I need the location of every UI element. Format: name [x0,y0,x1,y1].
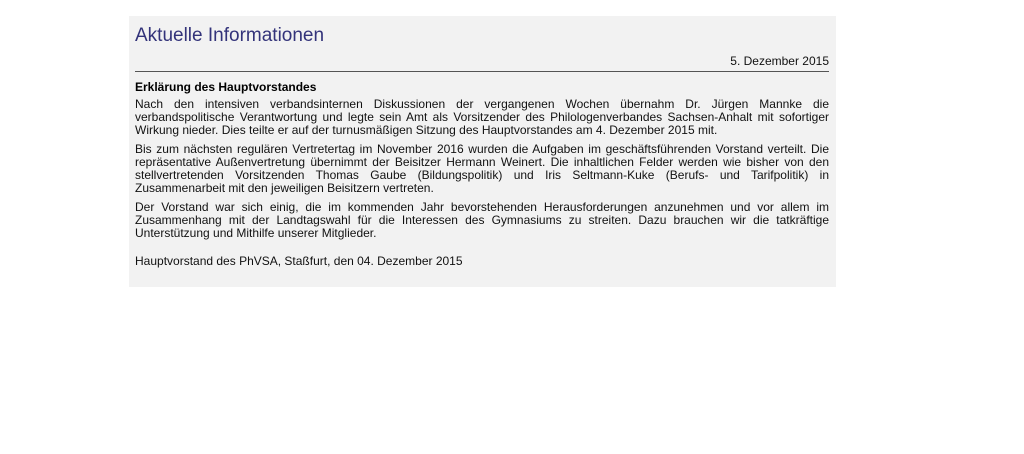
news-panel [129,16,836,287]
article-paragraph-2: Bis zum nächsten regulären Vertretertag im November 2016 wurden die Aufgaben im geschäftsführenden Vorstand verteilt. Die repräsentative Außenvertretung übernimmt der Beisitzer Hermann Weinert. Die inhaltlichen Felder werden wie bisher von den stellvertretenden Vorsitzenden Thomas Gaube (Bildungspolitik) und Iris Seltmann-Kuke (Berufs- und Tarifpolitik) in Zusammenarbeit mit den jeweiligen Beisitzern vertreten. [135,142,829,195]
article-paragraph-3: Der Vorstand war sich einig, die im kommenden Jahr bevorstehenden Herausforderungen anzunehmen und vor allem im Zusammenhang mit der Landtagswahl für die Interessen des Gymnasiums zu streiten. Dazu brauchen wir die tatkräftige Unterstützung und Mithilfe unserer Mitglieder. [135,200,829,240]
article-paragraph-1: Nach den intensiven verbandsinternen Diskussionen der vergangenen Wochen übernahm Dr. Jürgen Mannke die verbandspolitische Verantwortung und legte sein Amt als Vorsitzender des Philologenverbandes Sachsen-Anhalt mit sofortiger Wirkung nieder. Dies teilte er auf der turnusmäßigen Sitzung des Hauptvorstandes am 4. Dezember 2015 mit. [135,97,829,137]
panel-title: Aktuelle Informationen [135,25,325,46]
article-heading: Erklärung des Hauptvorstandes [135,80,317,94]
publication-date: 5. Dezember 2015 [135,54,829,72]
article-signature: Hauptvorstand des PhVSA, Staßfurt, den 04. Dezember 2015 [135,254,463,268]
